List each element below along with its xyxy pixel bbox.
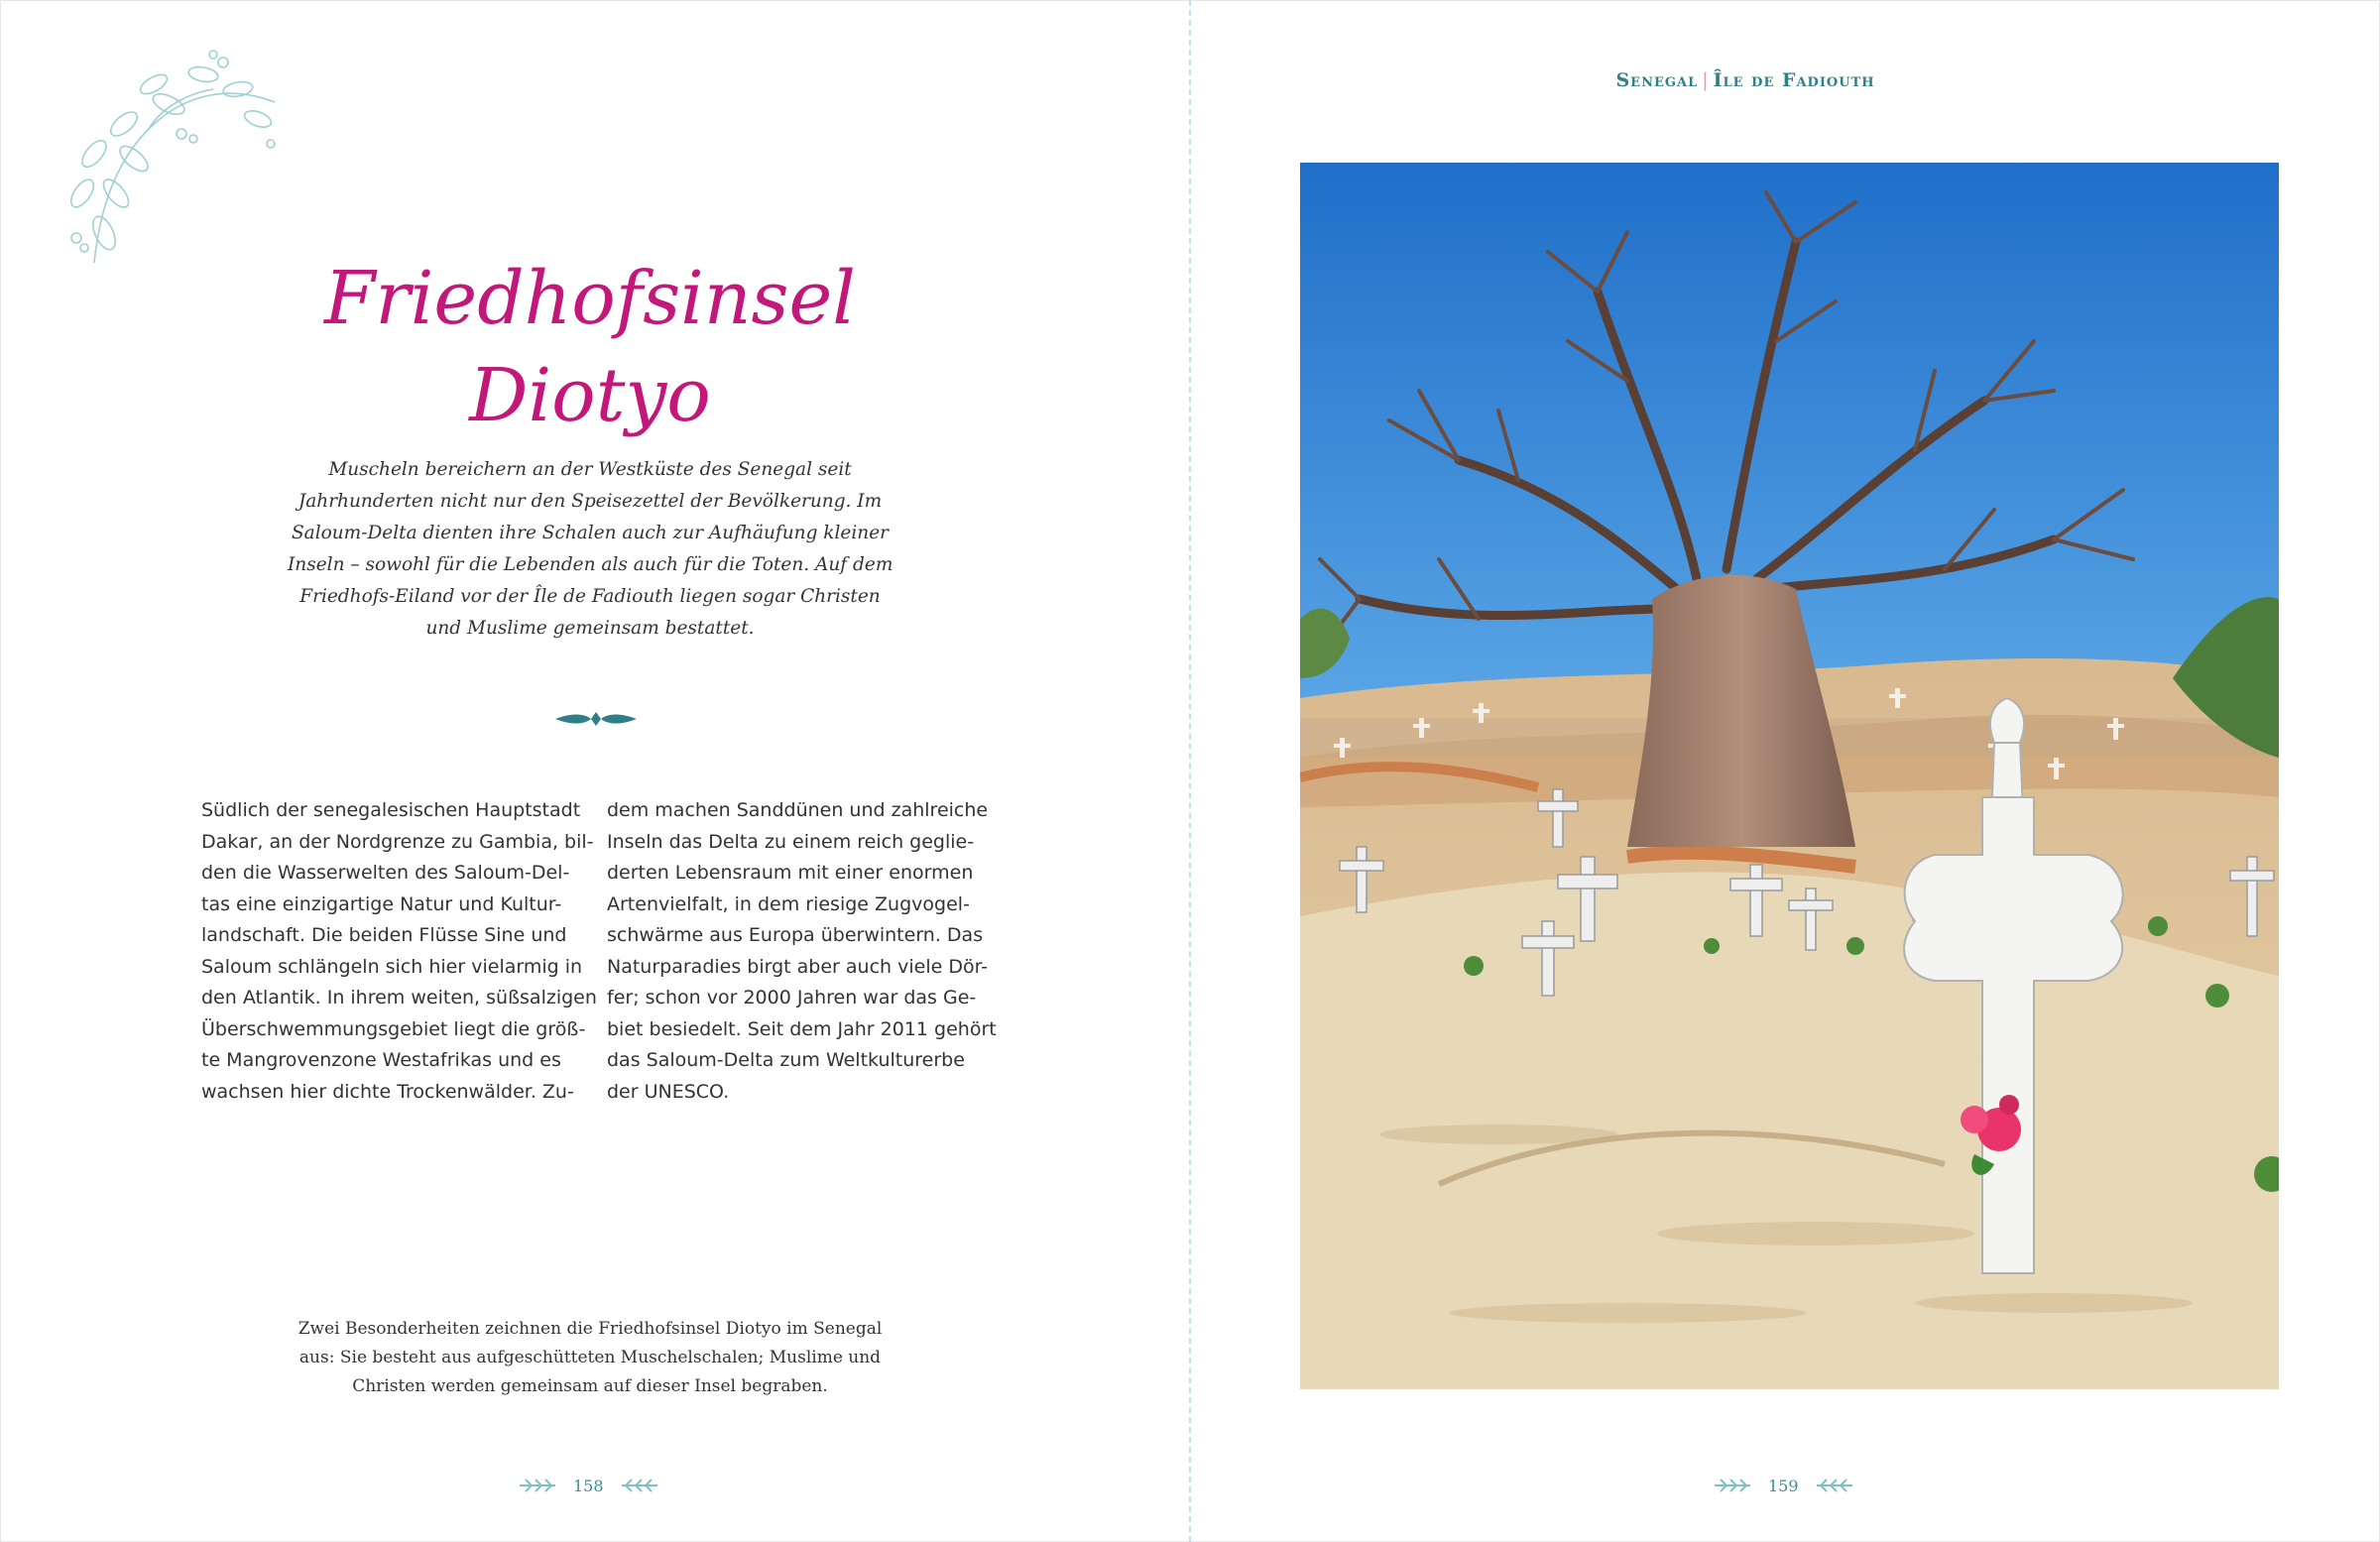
ornament-divider-icon: [553, 708, 639, 730]
intro-line: Muscheln bereichern an der Westküste des Senegal seit: [328, 459, 852, 480]
running-head-separator: |: [1702, 69, 1710, 91]
page-gutter: [1189, 0, 1191, 1542]
intro-paragraph: [288, 454, 892, 645]
body-line: Dakar, an der Nordgrenze zu Gambia, bil-: [201, 830, 594, 853]
body-line: landschaft. Die beiden Flüsse Sine und: [201, 924, 567, 946]
baobab-cemetery-image: [1300, 163, 2279, 1389]
chevron-ornament-icon: [1711, 1475, 1754, 1496]
running-head: [1547, 69, 1944, 91]
article-title: [198, 250, 982, 444]
chevron-ornament-icon: [618, 1475, 661, 1496]
body-line: Naturparadies birgt aber auch viele Dör-: [607, 955, 989, 978]
body-line: wachsen hier dichte Trockenwälder. Zu-: [201, 1080, 574, 1103]
cemetery-photo: [1300, 163, 2279, 1389]
body-column-1: [201, 795, 598, 1108]
folio-right: [1711, 1472, 1856, 1499]
title-line: Diotyo: [469, 353, 711, 438]
body-line: biet besiedelt. Seit dem Jahr 2011 gehört: [607, 1017, 997, 1040]
body-line: derten Lebensraum mit einer enormen: [607, 862, 974, 884]
intro-line: und Muslime gemeinsam bestattet.: [425, 618, 755, 639]
body-line: der UNESCO.: [607, 1080, 730, 1103]
body-line: schwärme aus Europa überwintern. Das: [607, 924, 984, 946]
intro-line: Saloum-Delta dienten ihre Schalen auch zur Aufhäufung kleiner: [291, 523, 890, 543]
body-line: Inseln das Delta zu einem reich geglie-: [607, 830, 975, 853]
body-line: fer; schon vor 2000 Jahren war das Ge-: [607, 987, 977, 1008]
leaf-branch-icon: [55, 45, 283, 268]
body-line: den Atlantik. In ihrem weiten, süßsalzigen: [201, 987, 597, 1008]
caption-line: aus: Sie besteht aus aufgeschütteten Muschelschalen; Muslime und: [298, 1348, 882, 1367]
page-number: 159: [1768, 1476, 1799, 1495]
body-line: Überschwemmungsgebiet liegt die größ-: [201, 1017, 586, 1040]
body-line: tas eine einzigartige Natur und Kultur-: [201, 892, 562, 915]
page-number: 158: [573, 1476, 604, 1495]
body-line: den die Wasserwelten des Saloum-Del-: [201, 862, 570, 884]
running-head-place: Île de Fadiouth: [1713, 69, 1875, 91]
body-line: Saloum schlängeln sich hier vielarmig in: [201, 955, 583, 978]
title-line: Friedhofsinsel: [324, 256, 856, 341]
intro-line: Jahrhunderten nicht nur den Speisezettel der Bevölkerung. Im: [298, 491, 883, 512]
body-column-2: [607, 795, 1004, 1108]
folio-left: [516, 1472, 661, 1499]
body-line: Artenvielfalt, in dem riesige Zugvogel-: [607, 892, 970, 915]
caption-line: Zwei Besonderheiten zeichnen die Friedhofsinsel Diotyo im Senegal: [298, 1319, 883, 1339]
chevron-ornament-icon: [1813, 1475, 1856, 1496]
body-line: Südlich der senegalesischen Hauptstadt: [201, 799, 581, 821]
left-page: [0, 0, 1189, 1542]
running-head-country: Senegal: [1615, 69, 1699, 91]
intro-line: Inseln – sowohl für die Lebenden als auch für die Toten. Auf dem: [288, 554, 893, 575]
caption-line: Christen werden gemeinsam auf dieser Insel begraben.: [352, 1376, 828, 1396]
body-line: te Mangrovenzone Westafrikas und es: [201, 1049, 561, 1071]
photo-caption: [288, 1315, 892, 1401]
body-line: dem machen Sanddünen und zahlreiche: [607, 799, 989, 821]
body-line: das Saloum-Delta zum Weltkulturerbe: [607, 1049, 965, 1071]
chevron-ornament-icon: [516, 1475, 559, 1496]
intro-line: Friedhofs-Eiland vor der Île de Fadiouth liegen sogar Christen: [299, 586, 881, 607]
